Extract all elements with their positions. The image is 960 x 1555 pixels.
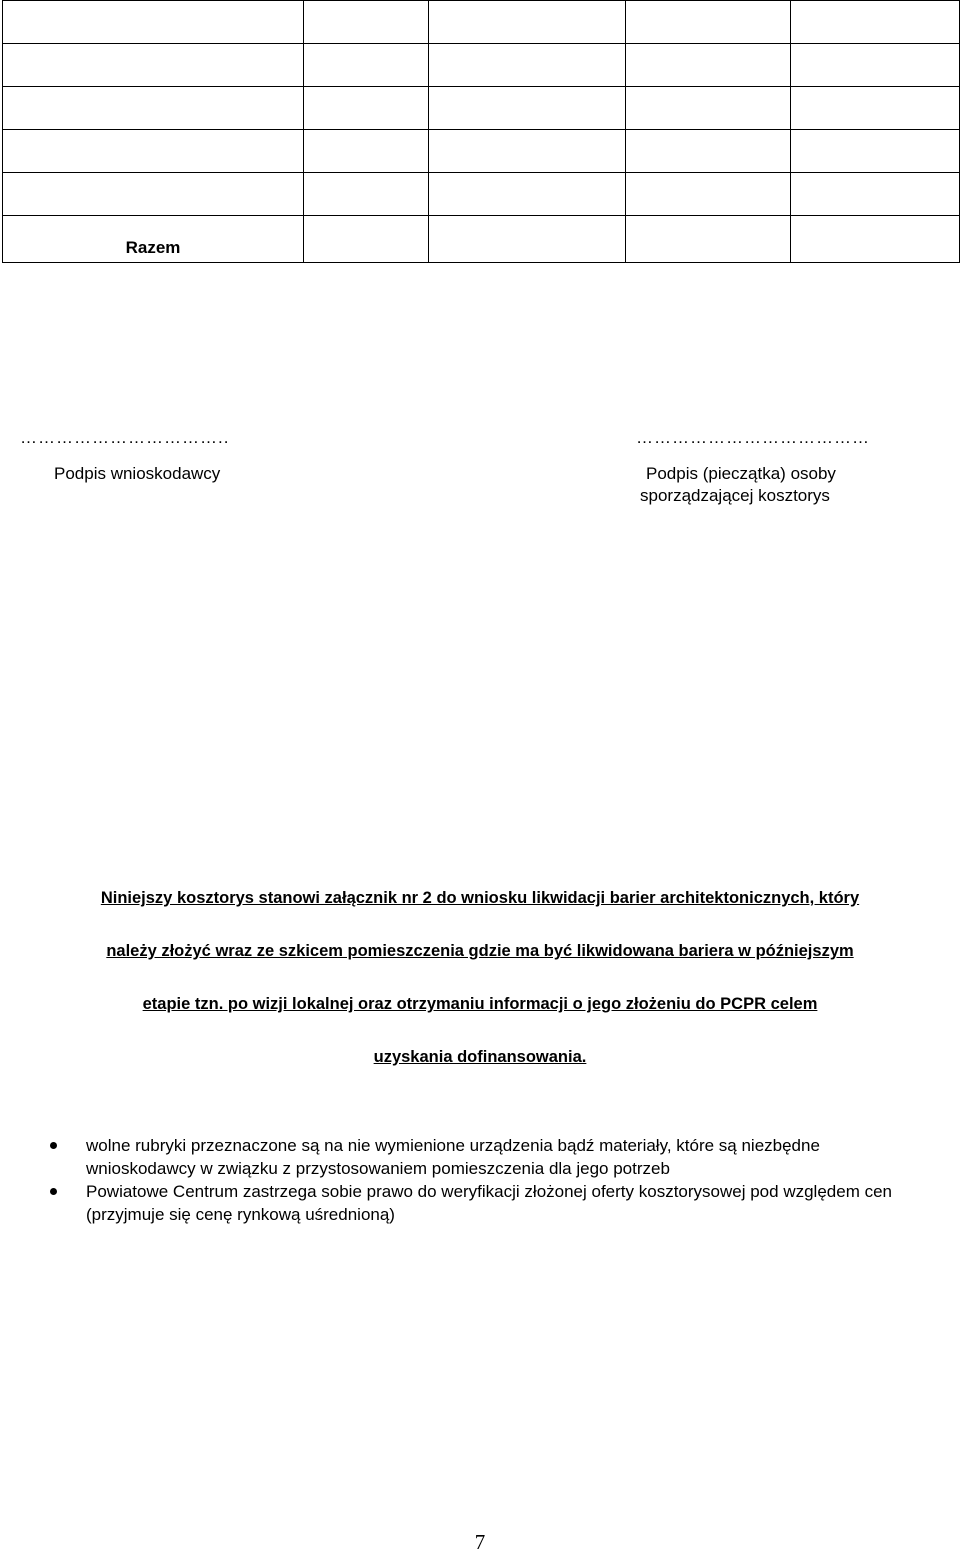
list-item: [48, 1134, 928, 1180]
table-cell[interactable]: [429, 216, 626, 263]
table-row: [3, 87, 960, 130]
cost-table: [2, 0, 960, 263]
table-cell[interactable]: [626, 173, 791, 216]
table-cell[interactable]: [3, 1, 304, 44]
notice-line-2: należy złożyć wraz ze szkicem pomieszczenia gdzie ma być likwidowana bariera w późniejszym: [106, 942, 854, 960]
notice-line-3: etapie tzn. po wizji lokalnej oraz otrzymaniu informacji o jego złożeniu do PCPR celem: [142, 995, 818, 1013]
table-cell[interactable]: [791, 216, 960, 263]
table-row: [3, 130, 960, 173]
total-label: Razem: [3, 216, 304, 263]
table-cell[interactable]: [3, 44, 304, 87]
bullet-icon: [50, 1188, 57, 1195]
table-row: [3, 173, 960, 216]
notice-line-4: uzyskania dofinansowania.: [373, 1048, 587, 1066]
list-item: [48, 1180, 928, 1226]
table-cell[interactable]: [791, 173, 960, 216]
table-cell[interactable]: [304, 1, 429, 44]
applicant-signature-label: Podpis wnioskodawcy: [54, 464, 221, 483]
table-cell[interactable]: [3, 87, 304, 130]
table-cell[interactable]: [304, 173, 429, 216]
table-cell[interactable]: [791, 87, 960, 130]
applicant-signature-line: ……………………………..: [20, 428, 230, 447]
table-cell[interactable]: [429, 87, 626, 130]
table-cell[interactable]: [791, 1, 960, 44]
table-cell[interactable]: [791, 130, 960, 173]
table-cell[interactable]: [304, 87, 429, 130]
preparer-signature-label: Podpis (pieczątka) osoby: [646, 464, 836, 483]
table-cell[interactable]: [429, 173, 626, 216]
preparer-signature-label-2: sporządzającej kosztorys: [640, 486, 830, 505]
table-total-row: [3, 216, 960, 263]
table-row: [3, 44, 960, 87]
list-item-text: Powiatowe Centrum zastrzega sobie prawo do weryfikacji złożonej oferty kosztorysowej pod względem cen (przyjmuje się cenę rynkową uśrednioną): [86, 1182, 892, 1224]
table-cell[interactable]: [304, 44, 429, 87]
table-cell[interactable]: [626, 216, 791, 263]
remarks-list: [48, 1134, 928, 1226]
notice-line-1: Niniejszy kosztorys stanowi załącznik nr 2 do wniosku likwidacji barier architektonicznych, który: [100, 889, 860, 907]
table-cell[interactable]: [626, 87, 791, 130]
table-cell[interactable]: [304, 130, 429, 173]
table-cell[interactable]: [626, 44, 791, 87]
table-row: [3, 1, 960, 44]
table-cell[interactable]: [626, 130, 791, 173]
table-cell[interactable]: [429, 130, 626, 173]
bullet-icon: [50, 1142, 57, 1149]
page-number: 7: [474, 1530, 486, 1554]
preparer-signature-line: …………………………………: [636, 428, 870, 447]
table-cell[interactable]: [791, 44, 960, 87]
table-cell[interactable]: [3, 130, 304, 173]
table-cell[interactable]: [3, 173, 304, 216]
table-cell[interactable]: [626, 1, 791, 44]
list-item-text: wolne rubryki przeznaczone są na nie wymienione urządzenia bądź materiały, które są niezbędne wnioskodawcy w związku z przystosowaniem pomieszczenia dla jego potrzeb: [86, 1136, 820, 1178]
table-cell[interactable]: [304, 216, 429, 263]
table-cell[interactable]: [429, 1, 626, 44]
table-cell[interactable]: [429, 44, 626, 87]
